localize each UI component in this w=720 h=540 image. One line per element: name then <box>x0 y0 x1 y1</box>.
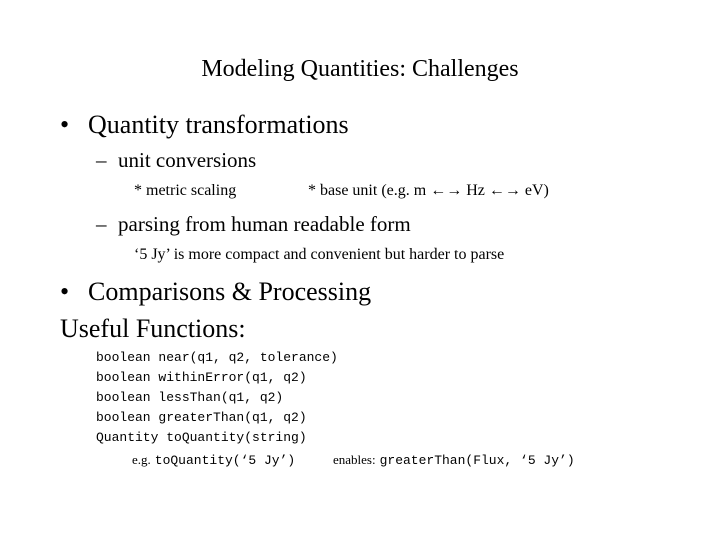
enables-code: greaterThan(Flux, ‘5 Jy’) <box>379 453 575 468</box>
sub-text: parsing from human readable form <box>118 212 411 236</box>
dash-marker: – <box>96 148 107 172</box>
eg-code: toQuantity(‘5 Jy’) <box>154 453 296 468</box>
bullet-comparisons <box>60 277 371 307</box>
bullet-quantity-transformations <box>60 110 349 140</box>
sub-parsing <box>96 212 411 237</box>
code-line: boolean near(q1, q2, tolerance) <box>96 350 338 365</box>
code-line: boolean withinError(q1, q2) <box>96 370 307 385</box>
sub-text: unit conversions <box>118 148 257 172</box>
bullet-text: Comparisons & Processing <box>88 277 372 306</box>
example-line <box>132 451 295 469</box>
detail-metric-scaling: * metric scaling <box>134 182 237 199</box>
eg-prefix: e.g. <box>132 452 151 467</box>
bullet-marker: • <box>60 277 70 306</box>
dash-marker: – <box>96 212 107 236</box>
code-line: boolean lessThan(q1, q2) <box>96 390 284 405</box>
sub-unit-conversions <box>96 148 256 173</box>
useful-functions-heading: Useful Functions: <box>60 314 246 343</box>
slide-title: Modeling Quantities: Challenges <box>201 56 519 82</box>
detail-base-unit: * base unit (e.g. m ←→ Hz ←→ eV) <box>308 182 549 199</box>
enables-label: enables: <box>333 452 376 467</box>
detail-jy-note: ‘5 Jy’ is more compact and convenient but harder to parse <box>134 246 505 263</box>
code-line: boolean greaterThan(q1, q2) <box>96 410 307 425</box>
bullet-text: Quantity transformations <box>88 110 349 139</box>
bullet-marker: • <box>60 110 70 139</box>
code-line: Quantity toQuantity(string) <box>96 430 307 445</box>
enables-line <box>333 451 575 469</box>
